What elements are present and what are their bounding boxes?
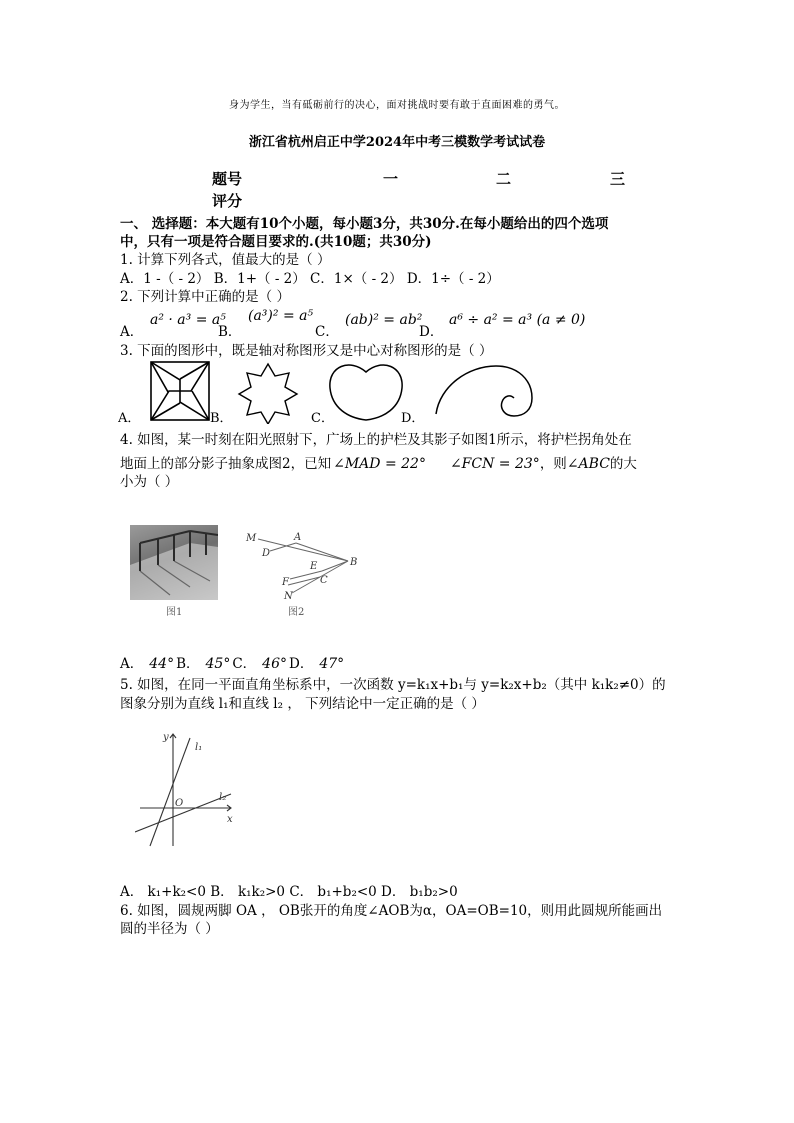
q2-label-d: D．	[419, 324, 444, 340]
q4-figure1-photo	[130, 525, 218, 600]
q4-line2-text-a: 地面上的部分影子抽象成图2，已知	[120, 456, 332, 472]
score-table-label-pingfen: 评分	[212, 192, 243, 210]
q4-option-b-value: 45°	[205, 656, 231, 672]
q4-line1: 4. 如图，某一时刻在阳光照射下，广场上的护栏及其影子如图1所示，将护栏拐角处在	[120, 432, 632, 448]
q4-point-b: B	[350, 557, 358, 568]
q4-point-c: C	[320, 575, 328, 586]
q2-label-a: A．	[120, 324, 144, 340]
q4-point-f: F	[282, 577, 289, 588]
score-table-col-3: 三	[610, 170, 626, 188]
q3-figure-c-heart	[330, 365, 402, 420]
q4-point-n: N	[284, 591, 293, 602]
q4-angle-mad: ∠MAD = 22°	[333, 456, 426, 472]
q5-options: A． k₁+k₂<0 B． k₁k₂>0 C． b₁+b₂<0 D． b₁b₂>0	[120, 884, 458, 900]
section1-heading-line1: 一、 选择题：本大题有10个小题，每小题3分，共30分.在每小题给出的四个选项	[120, 216, 609, 232]
q4-label-a: A．	[120, 656, 144, 672]
q2-label-c: C．	[315, 324, 339, 340]
q4-point-e: E	[310, 561, 318, 572]
q2-option-c-formula: (ab)² = ab²	[345, 312, 423, 328]
q5-axis-y-label: y	[163, 732, 169, 743]
q4-label-b: B．	[176, 656, 200, 672]
q5-graph	[135, 728, 245, 848]
q4-figure2-diagram	[240, 527, 370, 607]
q4-point-d: D	[262, 548, 271, 559]
q4-option-a-value: 44°	[149, 656, 175, 672]
q2-label-b: B．	[218, 324, 242, 340]
q3-label-c: C．	[311, 411, 334, 424]
q5-l1-label: l₁	[195, 742, 203, 753]
q5-l2-label: l₂	[219, 792, 227, 803]
q5-axis-x-label: x	[227, 814, 233, 825]
q4-figure1-caption: 图1	[166, 607, 183, 618]
q3-stem: 3. 下面的图形中，既是轴对称图形又是中心对称图形的是（ ）	[120, 343, 493, 359]
section1-heading-line2: 中，只有一项是符合题目要求的.(共10题；共30分)	[120, 234, 432, 250]
q5-line-l1	[150, 738, 190, 846]
q3-label-d: D．	[401, 411, 425, 424]
q4-figure2-caption: 图2	[288, 607, 305, 618]
q4-label-d: D．	[289, 656, 314, 672]
q1-stem: 1. 计算下列各式，值最大的是（ ）	[120, 252, 331, 268]
q4-line2-text-c: 的大	[609, 456, 637, 472]
q4-angle-abc: ∠ABC	[566, 456, 610, 472]
q3-figure-d-spiral	[436, 366, 532, 416]
q4-line2	[120, 452, 637, 472]
q3-label-b: B．	[210, 411, 233, 424]
q2-stem: 2. 下列计算中正确的是（ ）	[120, 289, 290, 305]
q3-figure-a-pinwheel-square	[151, 362, 209, 420]
q6-line2: 圆的半径为（ ）	[120, 921, 219, 937]
q4-line3: 小为（ ）	[120, 474, 179, 490]
q3-figure-b-snowflake	[239, 364, 297, 424]
q3-label-a: A．	[118, 411, 141, 424]
exam-title: 浙江省杭州启正中学2024年中考三模数学考试试卷	[248, 135, 546, 150]
q5-origin-label: O	[175, 798, 184, 809]
score-table-label-tihao: 题号	[212, 170, 243, 188]
q2-option-b-formula: (a³)² = a⁵	[248, 308, 314, 324]
q4-line2-text-b: ，则	[539, 456, 567, 472]
q5-line2: 图象分别为直线 l₁和直线 l₂ ， 下列结论中一定正确的是（ ）	[120, 696, 485, 712]
q4-option-c-value: 46°	[262, 656, 287, 672]
q4-label-c: C．	[232, 656, 257, 672]
header-motto: 身为学生，当有砥砺前行的决心，面对挑战时要有敢于直面困难的勇气。	[229, 100, 565, 111]
q2-option-a-formula: a² · a³ = a⁵	[150, 312, 226, 328]
q6-line1: 6. 如图，圆规两脚 OA ， OB张开的角度∠AOB为α，OA=OB=10，则用此圆规所能画出	[120, 903, 663, 919]
q4-options	[120, 652, 344, 672]
q4-option-d-value: 47°	[319, 656, 345, 672]
q2-option-d-formula: a⁶ ÷ a² = a³ (a ≠ 0)	[449, 312, 586, 328]
q4-point-m: M	[246, 533, 257, 544]
q3-figures	[118, 358, 558, 424]
q4-point-a: A	[294, 532, 302, 543]
score-table-col-2: 二	[496, 170, 512, 188]
q1-options: A．1 -（ - 2） B．1+（ - 2） C．1×（ - 2） D．1÷（ - 2）	[120, 271, 500, 287]
q5-line1: 5. 如图，在同一平面直角坐标系中，一次函数 y=k₁x+b₁与 y=k₂x+b₂（其中 k₁k₂≠0）的	[120, 677, 666, 693]
q4-angle-fcn: ∠FCN = 23°	[449, 456, 540, 472]
score-table-col-1: 一	[383, 170, 399, 188]
